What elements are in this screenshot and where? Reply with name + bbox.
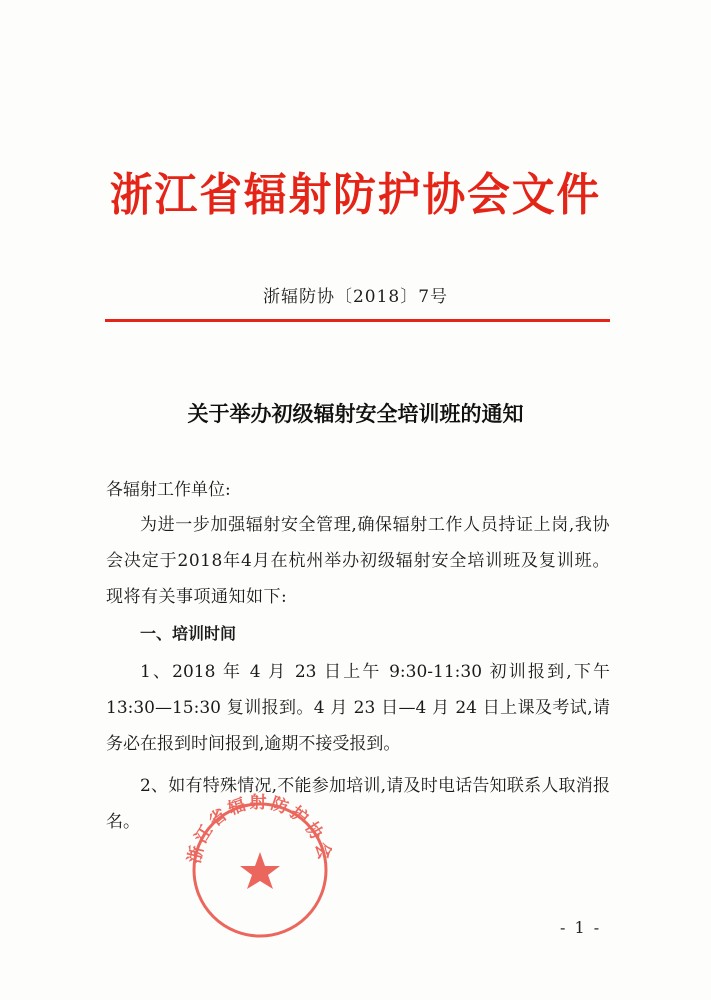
salutation: 各辐射工作单位: bbox=[106, 480, 231, 500]
header-red-rule bbox=[105, 319, 610, 322]
notice-title: 关于举办初级辐射安全培训班的通知 bbox=[187, 401, 524, 426]
seal-star-icon bbox=[240, 852, 280, 889]
seal-text: 浙江省辐射防护协会 bbox=[184, 792, 336, 866]
section-heading-training-time: 一、培训时间 bbox=[140, 624, 237, 643]
list-item-1: 1、2018 年 4 月 23 日上午 9:30-11:30 初训报到,下午 13:30—15:30 复训报到。4 月 23 日—4 月 24 日上课及考试,请务必在报到时间报到,逾期不接受报到。 bbox=[106, 662, 610, 754]
list-item-2: 2、如有特殊情况,不能参加培训,请及时电话告知联系人取消报名。 bbox=[106, 776, 610, 832]
document-header-title: 浙江省辐射防护协会文件 bbox=[109, 168, 602, 221]
document-number: 浙辐防协〔2018〕7号 bbox=[262, 287, 449, 307]
intro-paragraph: 为进一步加强辐射安全管理,确保辐射工作人员持证上岗,我协会决定于2018年4月在杭州举办初级辐射安全培训班及复训班。现将有关事项通知如下: bbox=[106, 515, 610, 607]
page-number: - 1 - bbox=[560, 918, 602, 937]
